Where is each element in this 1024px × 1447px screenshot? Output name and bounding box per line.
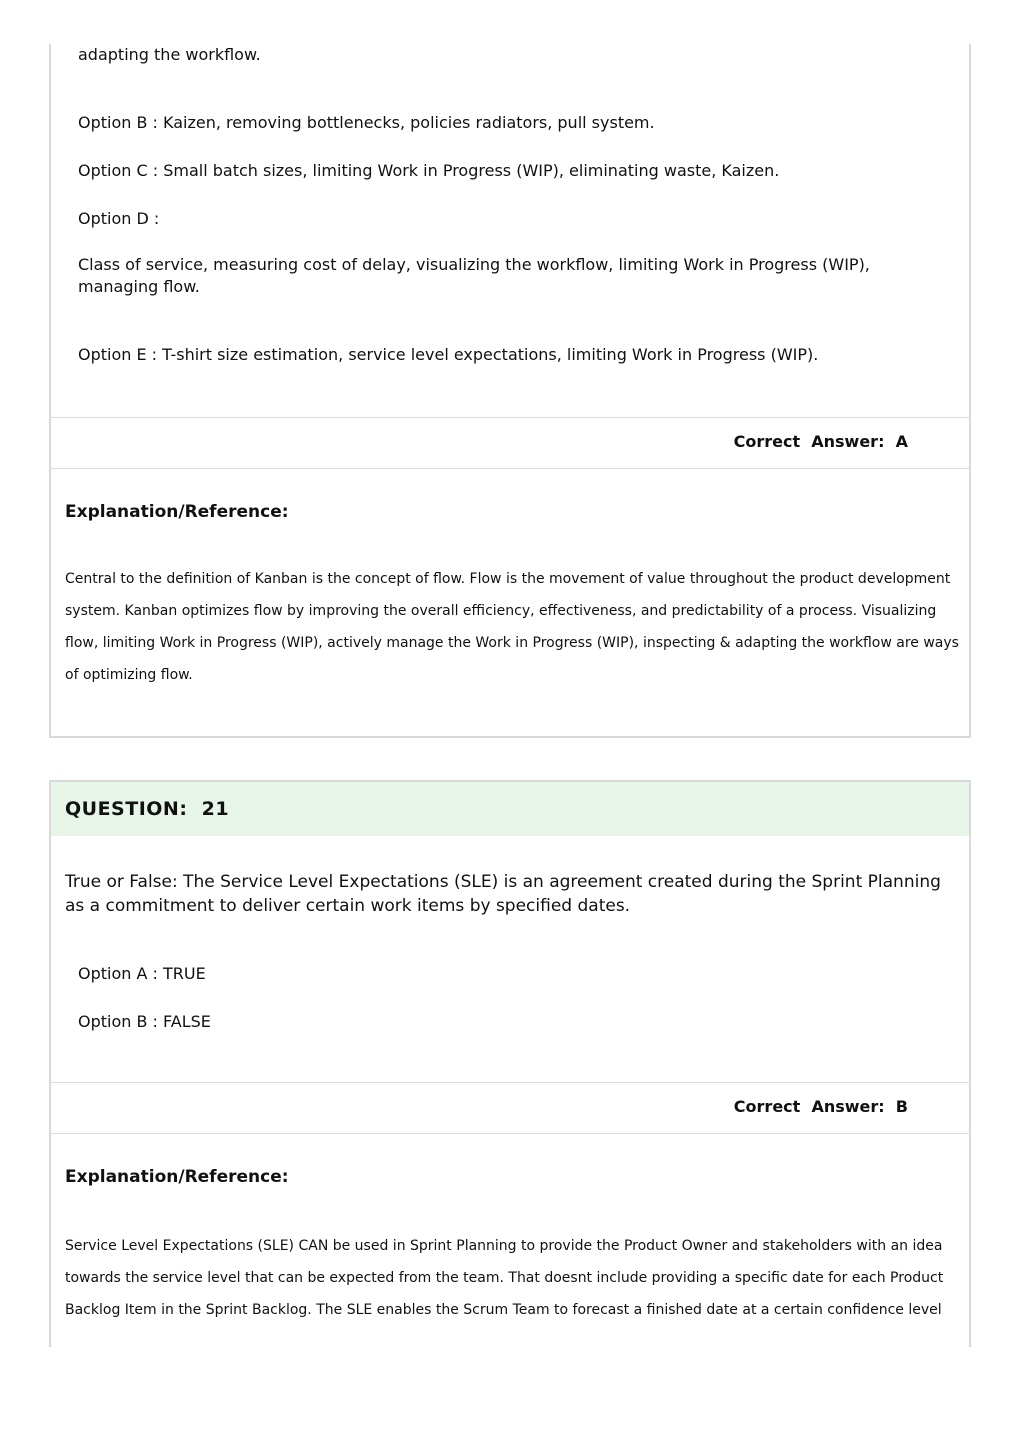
question-title: QUESTION: 21 xyxy=(65,798,230,820)
option-d-text: Class of service, measuring cost of delay, visualizing the workflow, limiting Work in Progress (WIP), managing flow. xyxy=(78,255,870,296)
divider xyxy=(51,1133,969,1134)
divider xyxy=(51,417,969,418)
option-a-continuation: adapting the workflow. xyxy=(78,45,261,64)
explanation-text: Service Level Expectations (SLE) CAN be used in Sprint Planning to provide the Product Owner and stakeholders with an idea towards the service level that can be expected from the team. That doesnt include providing a specific date for each Product Backlog Item in the Sprint Backlog. The SLE enables the Scrum Team to forecast a finished date at a certain confidence level xyxy=(65,1238,944,1318)
question-text: True or False: The Service Level Expectations (SLE) is an agreement created during the Sprint Planning as a commitment to deliver certain work items by specified dates. xyxy=(65,872,941,916)
question-20-card xyxy=(49,44,971,738)
option-d-label: Option D : xyxy=(78,209,160,228)
correct-answer: Correct Answer: B xyxy=(733,1097,908,1116)
option-b: Option B : FALSE xyxy=(78,1012,211,1031)
explanation-heading: Explanation/Reference: xyxy=(65,502,289,522)
correct-answer: Correct Answer: A xyxy=(733,432,908,451)
option-a: Option A : TRUE xyxy=(78,964,206,983)
option-c: Option C : Small batch sizes, limiting Work in Progress (WIP), eliminating waste, Kaizen. xyxy=(78,161,780,180)
explanation-text: Central to the definition of Kanban is the concept of flow. Flow is the movement of value throughout the product development system. Kanban optimizes flow by improving the overall efficiency, effectiveness, and predictability of a process. Visualizing flow, limiting Work in Progress (WIP), actively manage the Work in Progress (WIP), inspecting & adapting the workflow are ways of optimizing flow. xyxy=(65,571,959,683)
option-b: Option B : Kaizen, removing bottlenecks, policies radiators, pull system. xyxy=(78,113,655,132)
question-header xyxy=(51,782,969,836)
explanation-heading: Explanation/Reference: xyxy=(65,1167,289,1187)
divider xyxy=(51,468,969,469)
option-e: Option E : T-shirt size estimation, service level expectations, limiting Work in Progress (WIP). xyxy=(78,345,819,364)
question-21-card xyxy=(49,780,971,1347)
divider xyxy=(51,1082,969,1083)
